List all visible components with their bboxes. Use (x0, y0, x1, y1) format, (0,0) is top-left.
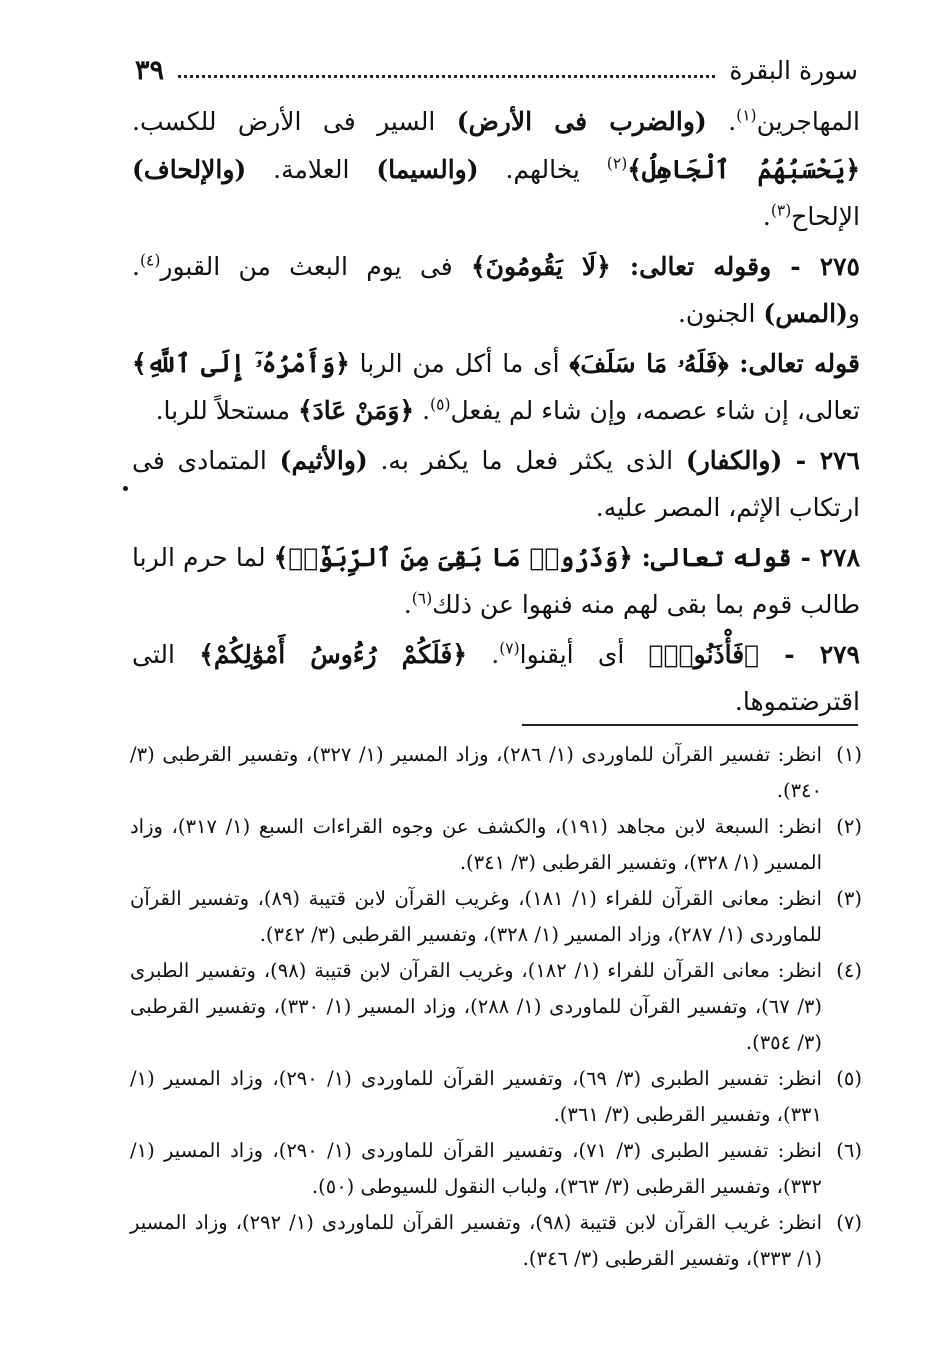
surah-title: سورة البقرة (729, 55, 858, 85)
text: التى اقترضتموها. (132, 639, 860, 716)
footnote-item (130, 881, 862, 953)
quran-quote: ﴿فَلَكُمْ رُءُوسُ أَمْوَٰلِكُمْ﴾ (199, 639, 467, 669)
text: الذى يكثر فعل ما يكفر به. (367, 445, 686, 475)
footnote-ref: (٤) (139, 251, 161, 270)
footnote-ref: (١) (736, 106, 757, 125)
footnote-item (130, 1205, 862, 1277)
page-number: ٣٩ (135, 54, 165, 86)
quran-quote: ﴿وَمَنْ عَادَ﴾ (297, 396, 415, 425)
term: (والإلحاف) (132, 154, 247, 184)
footnote-item (130, 809, 862, 881)
quran-quote: ﴿لَا يَقُومُونَ﴾ (470, 251, 611, 281)
text: الجنون. (677, 299, 764, 328)
text: . (706, 107, 737, 136)
footnote-text: انظر: تفسير الطبرى (٣/ ٦٩)، وتفسير القرآن للماوردى (١/ ٢٩٠)، وزاد المسير (١/ ٣٣١)، وتفسير القرطبى (٣/ ٣٦١). (130, 1067, 822, 1126)
quran-quote: ﴿يَحْسَبُهُمُ ٱلْجَاهِلُ﴾ (627, 154, 860, 184)
footnote-item (130, 1061, 862, 1133)
paragraph-4 (132, 437, 860, 532)
quran-quote: ﴿وَذَرُوا۟ مَا بَقِىَ مِنَ ٱلرِّبَوٰٓا۟﴾ (273, 542, 633, 572)
footnote-ref: (٦) (411, 589, 433, 608)
footnote-text: انظر: معانى القرآن للفراء (١/ ١٨١)، وغريب القرآن لابن قتيبة (٨٩)، وتفسير القرآن للماوردى (١/ ٢٨٧)، وزاد المسير (١/ ٣٢٨)، وتفسير القرطبى (٣/ ٣٤٢). (130, 887, 822, 946)
page-header (135, 50, 858, 90)
paragraph-1 (132, 98, 860, 241)
footnote-text: انظر: تفسير القرآن للماوردى (١/ ٢٨٦)، وزاد المسير (١/ ٣٢٧)، وتفسير القرطبى (٣/ ٣٤٠). (130, 743, 822, 802)
stray-mark (123, 486, 128, 491)
footnote-separator (522, 724, 858, 726)
paragraph-2 (132, 243, 860, 338)
footnote-ref: (٢) (606, 154, 628, 173)
paragraph-3 (132, 340, 860, 435)
footnote-ref: (٧) (499, 639, 520, 658)
footnote-item (130, 737, 862, 809)
text: . و (132, 251, 860, 328)
text: . (762, 202, 771, 231)
text: أى أيقنوا (519, 639, 649, 669)
footnote-number: (٣) (836, 887, 862, 910)
footnote-ref: (٥) (430, 395, 451, 414)
text: السير فى الأرض للكسب. (132, 107, 457, 136)
text: المتمادى فى ارتكاب الإثم، المصر عليه. (132, 445, 860, 522)
quran-quote: ﴿وَأَمْرُهُۥٓ إِلَى ٱللَّهِ﴾ (132, 348, 350, 378)
footnote-number: (٤) (836, 959, 862, 982)
term: (المس) (763, 299, 848, 328)
paragraph-6 (132, 631, 860, 726)
text: فى يوم البعث من القبور (160, 251, 471, 281)
text: يخالهم. (478, 154, 607, 184)
text: . (403, 590, 412, 619)
verse-heading: ٢٧٨ - قوله تعالى: (632, 542, 861, 572)
term: (والأثيم) (279, 445, 368, 475)
footnote-text: انظر: غريب القرآن لابن قتيبة (٩٨)، وتفسير القرآن للماوردى (١/ ٢٩٢)، وزاد المسير (١/ ٣٣٣)، وتفسير القرطبى (٣/ ٣٤٦). (130, 1211, 822, 1270)
footnote-text: انظر: السبعة لابن مجاهد (١٩١)، والكشف عن وجوه القراءات السبع (١/ ٣١٧)، وزاد المسير (١/ ٣٢٨)، وتفسير القرطبى (٣/ ٣٤١). (130, 815, 822, 874)
quran-quote: ﴿فَلَهُۥ مَا سَلَفَ﴾ (569, 348, 729, 378)
text: العلامة. (246, 154, 377, 184)
quran-quote: ﴿فَأْذَنُوا۟﴾ (648, 639, 760, 669)
header-dotted-leader (178, 75, 715, 78)
verse-heading: ٢٧٦ - (والكفار) (685, 445, 860, 475)
footnote-number: (٥) (836, 1067, 862, 1090)
text: . (414, 396, 431, 425)
text: مستحلاً للربا. (155, 396, 298, 425)
footnote-item (130, 1133, 862, 1205)
text: . (466, 639, 500, 669)
paragraph-5 (132, 534, 860, 629)
footnote-number: (١) (836, 743, 862, 766)
footnote-text: انظر: معانى القرآن للفراء (١/ ١٨٢)، وغريب القرآن لابن قتيبة (٩٨)، وتفسير الطبرى (٣/ ٦٧)، وتفسير القرآن للماوردى (١/ ٢٨٨)، وزاد المسير (١/ ٣٣٠)، وتفسير القرطبى (٣/ ٣٥٤). (130, 959, 823, 1054)
text: تعالى، إن شاء عصمه، وإن شاء لم يفعل (450, 396, 860, 425)
footnotes (130, 737, 862, 1277)
term: (والضرب فى الأرض) (456, 107, 707, 136)
text: المهاجرين (756, 107, 860, 136)
text: الإلحاح (791, 202, 860, 231)
main-text (132, 98, 860, 728)
footnote-number: (٧) (836, 1211, 862, 1234)
verse-heading: قوله تعالى: (728, 348, 860, 378)
footnote-number: (٦) (836, 1139, 862, 1162)
verse-heading: ٢٧٥ - وقوله تعالى: (610, 251, 860, 281)
term: (والسيما) (376, 154, 479, 184)
verse-heading: ٢٧٩ - (759, 639, 860, 669)
footnote-item (130, 953, 862, 1061)
footnote-ref: (٣) (770, 201, 792, 220)
footnote-text: انظر: تفسير الطبرى (٣/ ٧١)، وتفسير القرآن للماوردى (١/ ٢٩٠)، وزاد المسير (١/ ٣٣٢)، وتفسير القرطبى (٣/ ٣٦٣)، ولباب النقول للسيوطى (٥٠). (130, 1139, 822, 1198)
text: لما حرم الربا طالب قوم بما بقى لهم منه فنهوا عن ذلك (132, 542, 860, 619)
text: أى ما أكل من الربا (349, 348, 570, 378)
footnote-number: (٢) (836, 815, 862, 838)
